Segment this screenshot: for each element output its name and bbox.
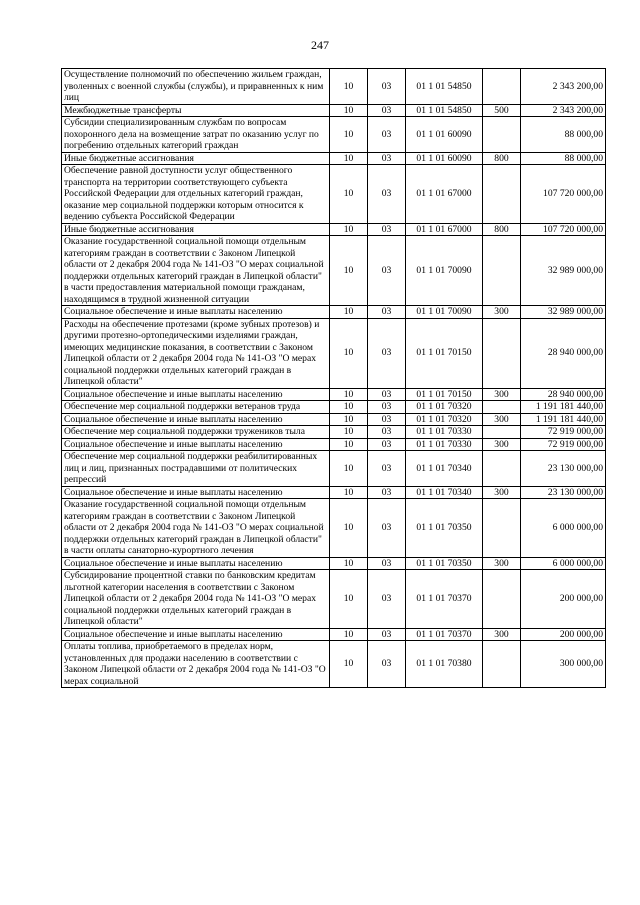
cell-amount: 72 919 000,00 xyxy=(521,438,606,451)
cell-name: Оплаты топлива, приобретаемого в пределах норм, установленных для продажи населению в соответствии с Законом Липецкой области от 2 декабря 2004 года № 141-ОЗ "О мерах социальной xyxy=(62,641,330,688)
cell-subsection: 03 xyxy=(368,104,406,117)
table-row xyxy=(62,438,606,451)
cell-section: 10 xyxy=(330,451,368,487)
cell-section: 10 xyxy=(330,426,368,439)
cell-amount: 28 940 000,00 xyxy=(521,388,606,401)
cell-subsection: 03 xyxy=(368,318,406,388)
table-row xyxy=(62,413,606,426)
cell-amount: 88 000,00 xyxy=(521,117,606,153)
cell-target-article: 01 1 01 67000 xyxy=(406,223,483,236)
cell-expense-type xyxy=(483,236,521,306)
cell-expense-type: 800 xyxy=(483,223,521,236)
cell-expense-type xyxy=(483,570,521,629)
cell-amount: 200 000,00 xyxy=(521,570,606,629)
cell-amount: 1 191 181 440,00 xyxy=(521,401,606,414)
cell-expense-type: 500 xyxy=(483,104,521,117)
table-row xyxy=(62,117,606,153)
cell-subsection: 03 xyxy=(368,165,406,224)
cell-amount: 107 720 000,00 xyxy=(521,223,606,236)
cell-section: 10 xyxy=(330,104,368,117)
cell-target-article: 01 1 01 70340 xyxy=(406,486,483,499)
cell-name: Социальное обеспечение и иные выплаты населению xyxy=(62,628,330,641)
cell-section: 10 xyxy=(330,69,368,105)
cell-target-article: 01 1 01 67000 xyxy=(406,165,483,224)
table-row xyxy=(62,318,606,388)
cell-section: 10 xyxy=(330,438,368,451)
cell-target-article: 01 1 01 70150 xyxy=(406,318,483,388)
cell-target-article: 01 1 01 70320 xyxy=(406,401,483,414)
cell-expense-type: 300 xyxy=(483,388,521,401)
cell-section: 10 xyxy=(330,152,368,165)
cell-amount: 107 720 000,00 xyxy=(521,165,606,224)
cell-name: Межбюджетные трансферты xyxy=(62,104,330,117)
cell-section: 10 xyxy=(330,117,368,153)
cell-subsection: 03 xyxy=(368,628,406,641)
table-row xyxy=(62,557,606,570)
cell-name: Социальное обеспечение и иные выплаты населению xyxy=(62,413,330,426)
cell-target-article: 01 1 01 70320 xyxy=(406,413,483,426)
cell-amount: 2 343 200,00 xyxy=(521,69,606,105)
cell-name: Обеспечение мер социальной поддержки реабилитированных лиц и лиц, признанных пострадавшими от политических репрессий xyxy=(62,451,330,487)
cell-amount: 6 000 000,00 xyxy=(521,499,606,558)
cell-expense-type: 300 xyxy=(483,306,521,319)
cell-expense-type: 300 xyxy=(483,557,521,570)
cell-name: Субсидии специализированным службам по вопросам похоронного дела на возмещение затрат по оказанию услуг по погребению отдельных категорий граждан xyxy=(62,117,330,153)
table-row xyxy=(62,570,606,629)
cell-name: Оказание государственной социальной помощи отдельным категориям граждан в соответствии с Законом Липецкой области от 2 декабря 2004 года № 141-ОЗ "О мерах социальной поддержки отдельных категорий граждан в Липецкой области" в части оплаты санаторно-курортного лечения xyxy=(62,499,330,558)
cell-subsection: 03 xyxy=(368,306,406,319)
cell-subsection: 03 xyxy=(368,451,406,487)
cell-section: 10 xyxy=(330,499,368,558)
cell-name: Социальное обеспечение и иные выплаты населению xyxy=(62,557,330,570)
cell-amount: 6 000 000,00 xyxy=(521,557,606,570)
cell-expense-type xyxy=(483,401,521,414)
cell-subsection: 03 xyxy=(368,557,406,570)
cell-subsection: 03 xyxy=(368,499,406,558)
cell-subsection: 03 xyxy=(368,438,406,451)
cell-subsection: 03 xyxy=(368,152,406,165)
cell-subsection: 03 xyxy=(368,236,406,306)
cell-section: 10 xyxy=(330,570,368,629)
cell-section: 10 xyxy=(330,628,368,641)
cell-amount: 88 000,00 xyxy=(521,152,606,165)
cell-target-article: 01 1 01 70350 xyxy=(406,557,483,570)
cell-name: Социальное обеспечение и иные выплаты населению xyxy=(62,438,330,451)
cell-amount: 72 919 000,00 xyxy=(521,426,606,439)
cell-expense-type xyxy=(483,451,521,487)
cell-expense-type xyxy=(483,165,521,224)
cell-name: Оказание государственной социальной помощи отдельным категориям граждан в соответствии с Законом Липецкой области от 2 декабря 2004 года № 141-ОЗ "О мерах социальной поддержки отдельных категорий граждан в Липецкой области" в части предоставления материальной помощи гражданам, находящимся в трудной жизненной ситуации xyxy=(62,236,330,306)
cell-subsection: 03 xyxy=(368,223,406,236)
cell-expense-type: 300 xyxy=(483,486,521,499)
cell-name: Социальное обеспечение и иные выплаты населению xyxy=(62,388,330,401)
table-row xyxy=(62,306,606,319)
cell-expense-type xyxy=(483,426,521,439)
cell-subsection: 03 xyxy=(368,486,406,499)
cell-subsection: 03 xyxy=(368,641,406,688)
cell-subsection: 03 xyxy=(368,570,406,629)
table-row xyxy=(62,69,606,105)
cell-expense-type: 800 xyxy=(483,152,521,165)
cell-name: Субсидирование процентной ставки по банковским кредитам льготной категории населения в соответствии с Законом Липецкой области от 2 декабря 2004 года № 141-ОЗ "О мерах социальной поддержки отдельных категорий граждан в Липецкой области" xyxy=(62,570,330,629)
cell-target-article: 01 1 01 54850 xyxy=(406,69,483,105)
cell-name: Расходы на обеспечение протезами (кроме зубных протезов) и другими протезно-ортопедическими изделиями граждан, имеющих медицинские показания, в соответствии с Законом Липецкой области от 2 декабря 2004 года № 141-ОЗ "О мерах социальной поддержки отдельных категорий граждан в Липецкой области" xyxy=(62,318,330,388)
budget-table xyxy=(61,68,606,688)
cell-amount: 32 989 000,00 xyxy=(521,236,606,306)
table-row xyxy=(62,104,606,117)
cell-section: 10 xyxy=(330,318,368,388)
cell-section: 10 xyxy=(330,388,368,401)
cell-section: 10 xyxy=(330,557,368,570)
cell-subsection: 03 xyxy=(368,413,406,426)
table-row xyxy=(62,628,606,641)
cell-target-article: 01 1 01 70330 xyxy=(406,426,483,439)
table-row xyxy=(62,641,606,688)
cell-amount: 2 343 200,00 xyxy=(521,104,606,117)
cell-name: Обеспечение мер социальной поддержки ветеранов труда xyxy=(62,401,330,414)
cell-name: Иные бюджетные ассигнования xyxy=(62,152,330,165)
cell-target-article: 01 1 01 70330 xyxy=(406,438,483,451)
table-row xyxy=(62,388,606,401)
cell-target-article: 01 1 01 60090 xyxy=(406,152,483,165)
cell-amount: 200 000,00 xyxy=(521,628,606,641)
cell-expense-type xyxy=(483,69,521,105)
cell-section: 10 xyxy=(330,413,368,426)
cell-target-article: 01 1 01 70380 xyxy=(406,641,483,688)
cell-subsection: 03 xyxy=(368,388,406,401)
cell-name: Осуществление полномочий по обеспечению жильем граждан, уволенных с военной службы (службы), и приравненных к ним лиц xyxy=(62,69,330,105)
cell-expense-type: 300 xyxy=(483,413,521,426)
cell-expense-type xyxy=(483,117,521,153)
cell-amount: 32 989 000,00 xyxy=(521,306,606,319)
cell-subsection: 03 xyxy=(368,401,406,414)
cell-target-article: 01 1 01 70350 xyxy=(406,499,483,558)
table-row xyxy=(62,223,606,236)
table-row xyxy=(62,451,606,487)
cell-section: 10 xyxy=(330,306,368,319)
cell-expense-type: 300 xyxy=(483,628,521,641)
cell-section: 10 xyxy=(330,236,368,306)
cell-target-article: 01 1 01 70090 xyxy=(406,236,483,306)
cell-name: Обеспечение равной доступности услуг общественного транспорта на территории соответствующего субъекта Российской Федерации для отдельных категорий граждан, оказание мер социальной поддержки которым относится к ведению субъекта Российской Федерации xyxy=(62,165,330,224)
table-row xyxy=(62,499,606,558)
cell-name: Социальное обеспечение и иные выплаты населению xyxy=(62,486,330,499)
table-row xyxy=(62,165,606,224)
cell-section: 10 xyxy=(330,401,368,414)
cell-target-article: 01 1 01 60090 xyxy=(406,117,483,153)
cell-section: 10 xyxy=(330,486,368,499)
cell-name: Иные бюджетные ассигнования xyxy=(62,223,330,236)
cell-amount: 28 940 000,00 xyxy=(521,318,606,388)
cell-expense-type xyxy=(483,641,521,688)
cell-name: Обеспечение мер социальной поддержки тружеников тыла xyxy=(62,426,330,439)
cell-expense-type: 300 xyxy=(483,438,521,451)
cell-target-article: 01 1 01 70370 xyxy=(406,570,483,629)
cell-expense-type xyxy=(483,499,521,558)
cell-name: Социальное обеспечение и иные выплаты населению xyxy=(62,306,330,319)
cell-target-article: 01 1 01 54850 xyxy=(406,104,483,117)
cell-target-article: 01 1 01 70370 xyxy=(406,628,483,641)
cell-subsection: 03 xyxy=(368,426,406,439)
cell-amount: 23 130 000,00 xyxy=(521,451,606,487)
cell-target-article: 01 1 01 70150 xyxy=(406,388,483,401)
table-row xyxy=(62,401,606,414)
cell-section: 10 xyxy=(330,165,368,224)
cell-amount: 1 191 181 440,00 xyxy=(521,413,606,426)
cell-expense-type xyxy=(483,318,521,388)
page-number: 247 xyxy=(311,38,329,52)
cell-subsection: 03 xyxy=(368,117,406,153)
table-row xyxy=(62,236,606,306)
cell-section: 10 xyxy=(330,641,368,688)
cell-target-article: 01 1 01 70340 xyxy=(406,451,483,487)
table-row xyxy=(62,426,606,439)
cell-section: 10 xyxy=(330,223,368,236)
cell-subsection: 03 xyxy=(368,69,406,105)
cell-amount: 23 130 000,00 xyxy=(521,486,606,499)
table-row xyxy=(62,152,606,165)
table-row xyxy=(62,486,606,499)
cell-amount: 300 000,00 xyxy=(521,641,606,688)
cell-target-article: 01 1 01 70090 xyxy=(406,306,483,319)
